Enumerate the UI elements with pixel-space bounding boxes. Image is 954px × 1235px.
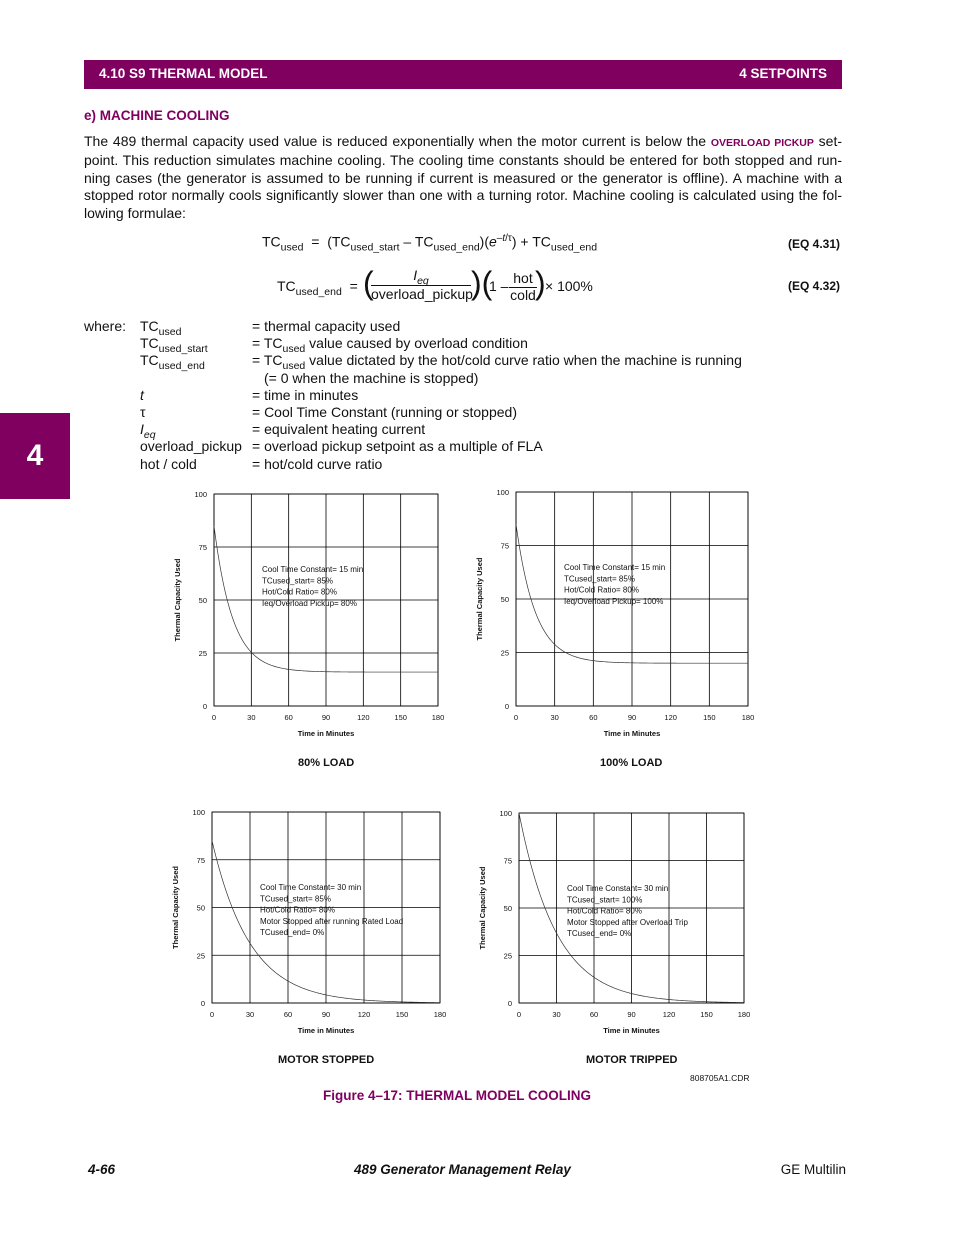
chart-title-motor-stopped: MOTOR STOPPED <box>278 1054 375 1066</box>
chart-motor-tripped <box>462 800 762 1036</box>
equation-4-31: $TC_{used} = (TC_{used\_start} - TC_{used\_end})(e^{-t/\tau}) + TC_{used\_end}$ <box>262 233 598 254</box>
x-tick-label: 60 <box>589 713 598 722</box>
y-tick-label: 100 <box>192 808 205 817</box>
where-row: $TC_{used}$ = thermal capacity used <box>140 318 401 338</box>
y-axis-label: Thermal Capacity Used <box>478 866 487 950</box>
x-tick-label: 30 <box>552 1010 561 1019</box>
y-tick-label: 25 <box>503 951 512 961</box>
x-tick-label: 180 <box>433 1010 447 1019</box>
figure-caption: Figure 4–17: THERMAL MODEL COOLING <box>323 1088 592 1103</box>
page-number: 4-66 <box>88 1162 116 1177</box>
x-tick-label: 180 <box>741 713 755 722</box>
x-tick-label: 150 <box>394 713 407 722</box>
chart-title-motor-tripped: MOTOR TRIPPED <box>586 1054 678 1066</box>
y-tick-label: 25 <box>500 648 509 658</box>
annotation-line: Hot/Cold Ratio= 80% <box>260 905 335 915</box>
para-text-2: set-point. This reduction simulates machine cooling. The cooling time constants should be entered for both stopped and run-ning cases (the generator is assumed to be running if current is measured or the generator is offline). A machine with a stopped rotor normally cools significantly slower than one with a turning rotor. Machine cooling is calculated using the fol-lowing formulae: <box>84 133 843 221</box>
annotation-line: Ieq/Overload Pickup= 100% <box>564 596 664 606</box>
chart-title-100-load: 100% LOAD <box>600 757 663 769</box>
y-axis-label: Thermal Capacity Used <box>475 557 484 641</box>
where-row: $TC_{used\_end}$ = $TC_{used}$ value dictated by the hot/cold curve ratio when the machine is running <box>140 352 742 373</box>
eq-number-4-31: (EQ 4.31) <box>788 237 841 251</box>
y-tick-label: 25 <box>196 951 205 961</box>
where-row: t = time in minutes <box>140 386 359 403</box>
annotation-line: TCused_end= 0% <box>567 929 632 939</box>
where-row: τ = Cool Time Constant (running or stopped) <box>140 403 517 420</box>
header-chapter: 4 SETPOINTS <box>739 66 827 81</box>
page-header <box>84 60 842 89</box>
eq-number-4-32: (EQ 4.32) <box>788 279 841 293</box>
annotation-line: Motor Stopped after running Rated Load <box>260 916 404 926</box>
x-axis-label: Time in Minutes <box>297 1026 355 1035</box>
x-axis-label: Time in Minutes <box>603 729 661 738</box>
chart-title-80-load: 80% LOAD <box>298 757 355 769</box>
where-label: where: <box>84 318 127 334</box>
where-row: $TC_{used\_start}$ = $TC_{used}$ value caused by overload condition <box>140 335 528 355</box>
y-tick-label: 50 <box>198 596 207 605</box>
x-tick-label: 120 <box>357 713 370 722</box>
x-tick-label: 90 <box>321 713 331 722</box>
x-tick-label: 120 <box>662 1010 676 1019</box>
x-tick-label: 30 <box>245 1010 255 1019</box>
annotation-line: Ieq/Overload Pickup= 80% <box>262 598 357 608</box>
y-tick-label: 100 <box>496 488 509 497</box>
y-tick-label: 75 <box>198 543 207 552</box>
y-tick-label: 0 <box>202 702 207 711</box>
where-list <box>140 318 800 473</box>
x-tick-label: 30 <box>247 713 256 722</box>
where-row: overload_pickup = overload pickup setpoint as a multiple of FLA <box>140 438 543 455</box>
x-tick-label: 0 <box>513 713 519 722</box>
y-tick-label: 100 <box>194 490 207 499</box>
y-tick-label: 50 <box>503 904 512 913</box>
y-axis-label: Thermal Capacity Used <box>171 866 180 949</box>
y-tick-label: 75 <box>500 541 509 551</box>
x-tick-label: 60 <box>589 1010 599 1019</box>
where-row: (= 0 when the machine is stopped) <box>264 369 479 386</box>
y-tick-label: 0 <box>504 702 509 711</box>
annotation-line: TCused_end= 0% <box>260 928 325 938</box>
section-title: e) MACHINE COOLING <box>84 108 230 123</box>
y-tick-label: 100 <box>499 809 512 818</box>
x-tick-label: 120 <box>357 1010 371 1019</box>
y-tick-label: 0 <box>200 999 205 1008</box>
annotation-line: TCused_start= 85% <box>262 576 333 586</box>
x-tick-label: 90 <box>627 713 637 722</box>
body-paragraph <box>84 133 842 222</box>
x-tick-label: 150 <box>395 1010 409 1019</box>
x-tick-label: 150 <box>703 713 716 722</box>
company-name: GE Multilin <box>780 1162 846 1177</box>
annotation-line: Cool Time Constant= 30 min <box>260 883 362 892</box>
chart-100-load <box>462 480 762 737</box>
annotation-line: Hot/Cold Ratio= 80% <box>564 585 639 595</box>
x-tick-label: 90 <box>321 1010 331 1019</box>
header-section: 4.10 S9 THERMAL MODEL <box>99 66 268 81</box>
x-tick-label: 180 <box>431 713 445 722</box>
annotation-line: Hot/Cold Ratio= 80% <box>567 906 642 916</box>
y-axis-label: Thermal Capacity Used <box>173 558 182 642</box>
manual-title: 489 Generator Management Relay <box>354 1162 571 1177</box>
annotation-line: TCused_start= 100% <box>567 895 643 905</box>
x-tick-label: 0 <box>211 713 217 722</box>
overload-pickup-ref: OVERLOAD PICKUP <box>710 137 814 149</box>
where-row: hot / cold = hot/cold curve ratio <box>140 455 383 472</box>
annotation-line: Cool Time Constant= 30 min <box>567 884 669 893</box>
y-tick-label: 75 <box>503 856 512 866</box>
x-tick-label: 60 <box>284 713 293 722</box>
equation-4-32: $TC_{used\_end}$ = ( $I_{eq}$ overload_pickup )( 1 – hot cold ) × 100% <box>277 265 593 303</box>
x-tick-label: 90 <box>627 1010 636 1019</box>
annotation-line: Motor Stopped after Overload Trip <box>567 917 688 927</box>
y-tick-label: 25 <box>198 649 207 658</box>
annotation-line: Hot/Cold Ratio= 80% <box>262 587 337 597</box>
annotation-line: TCused_start= 85% <box>564 574 635 584</box>
y-tick-label: 50 <box>500 595 509 604</box>
x-tick-label: 180 <box>737 1010 751 1019</box>
chart-motor-stopped <box>160 800 460 1036</box>
x-tick-label: 150 <box>700 1010 713 1019</box>
x-tick-label: 0 <box>209 1010 215 1019</box>
y-tick-label: 75 <box>196 855 205 865</box>
x-tick-label: 30 <box>550 713 559 722</box>
file-reference: 808705A1.CDR <box>690 1073 750 1083</box>
x-tick-label: 120 <box>664 713 677 722</box>
page-footer <box>84 1162 846 1182</box>
x-tick-label: 60 <box>283 1010 293 1019</box>
x-tick-label: 0 <box>516 1010 522 1019</box>
x-axis-label: Time in Minutes <box>603 1026 660 1035</box>
chapter-tab: 4 <box>0 413 70 499</box>
y-tick-label: 0 <box>507 999 512 1008</box>
annotation-line: Cool Time Constant= 15 min <box>262 565 364 574</box>
where-row: $I_{eq}$ = equivalent heating current <box>140 421 426 441</box>
chart-80-load <box>160 482 460 738</box>
para-text-1: The 489 thermal capacity used value is reduced exponentially when the motor current is below the <box>84 133 711 149</box>
annotation-line: Cool Time Constant= 15 min <box>564 563 666 572</box>
x-axis-label: Time in Minutes <box>297 729 355 738</box>
annotation-line: TCused_start= 85% <box>260 894 331 904</box>
y-tick-label: 50 <box>196 903 205 913</box>
